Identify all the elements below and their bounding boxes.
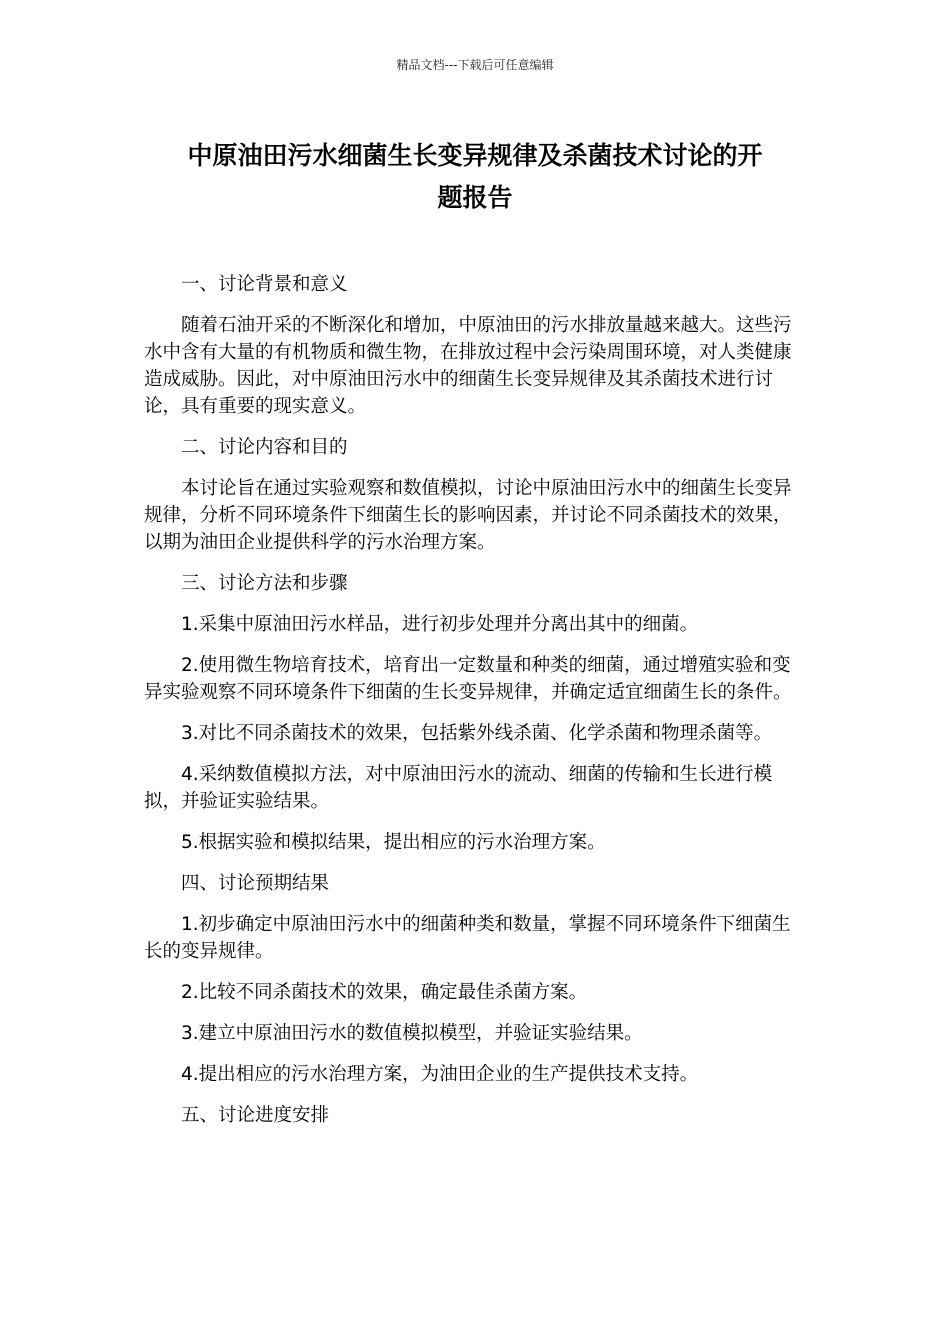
- document-body: [144, 271, 808, 1143]
- result-item-2: 2.比较不同杀菌技术的效果，确定最佳杀菌方案。: [181, 982, 588, 1003]
- result-item-4: 4.提出相应的污水治理方案，为油田企业的生产提供技术支持。: [181, 1064, 699, 1085]
- result-item-1: 1.初步确定中原油田污水中的细菌种类和数量，掌握不同环境条件下细菌生长的变异规律。: [144, 914, 791, 962]
- method-step-3: 3.对比不同杀菌技术的效果，包括紫外线杀菌、化学杀菌和物理杀菌等。: [181, 723, 773, 744]
- method-step-2: 2.使用微生物培育技术，培育出一定数量和种类的细菌，通过增殖实验和变异实验观察不同环境条件下细菌的生长变异规律，并确定适宜细菌生长的条件。: [144, 655, 792, 703]
- method-step-4: 4.采纳数值模拟方法，对中原油田污水的流动、细菌的传输和生长进行模拟，并验证实验结果。: [144, 764, 773, 812]
- section-heading-content: 二、讨论内容和目的: [181, 437, 348, 458]
- result-item-3: 3.建立中原油田污水的数值模拟模型，并验证实验结果。: [181, 1023, 643, 1044]
- method-step-5: 5.根据实验和模拟结果，提出相应的污水治理方案。: [181, 832, 606, 853]
- section-heading-methods: 三、讨论方法和步骤: [181, 573, 348, 594]
- document-title: [140, 135, 810, 219]
- header-note: 精品文档---下载后可任意编辑: [396, 58, 554, 72]
- section-heading-results: 四、讨论预期结果: [181, 873, 330, 894]
- paragraph-content: 本讨论旨在通过实验观察和数值模拟，讨论中原油田污水中的细菌生长变异规律，分析不同环境条件下细菌生长的影响因素，并讨论不同杀菌技术的效果，以期为油田企业提供科学的污水治理方案。: [144, 478, 792, 553]
- title-line-2: 题报告: [437, 183, 513, 212]
- section-heading-schedule: 五、讨论进度安排: [181, 1105, 330, 1126]
- title-line-1: 中原油田污水细菌生长变异规律及杀菌技术讨论的开: [187, 141, 763, 170]
- section-heading-background: 一、讨论背景和意义: [181, 274, 348, 295]
- method-step-1: 1.采集中原油田污水样品，进行初步处理并分离出其中的细菌。: [181, 614, 699, 635]
- paragraph-background: 随着石油开采的不断深化和增加，中原油田的污水排放量越来越大。这些污水中含有大量的有机物质和微生物，在排放过程中会污染周围环境，对人类健康造成威胁。因此，对中原油田污水中的细菌生长变异规律及其杀菌技术进行讨论，具有重要的现实意义。: [144, 315, 792, 417]
